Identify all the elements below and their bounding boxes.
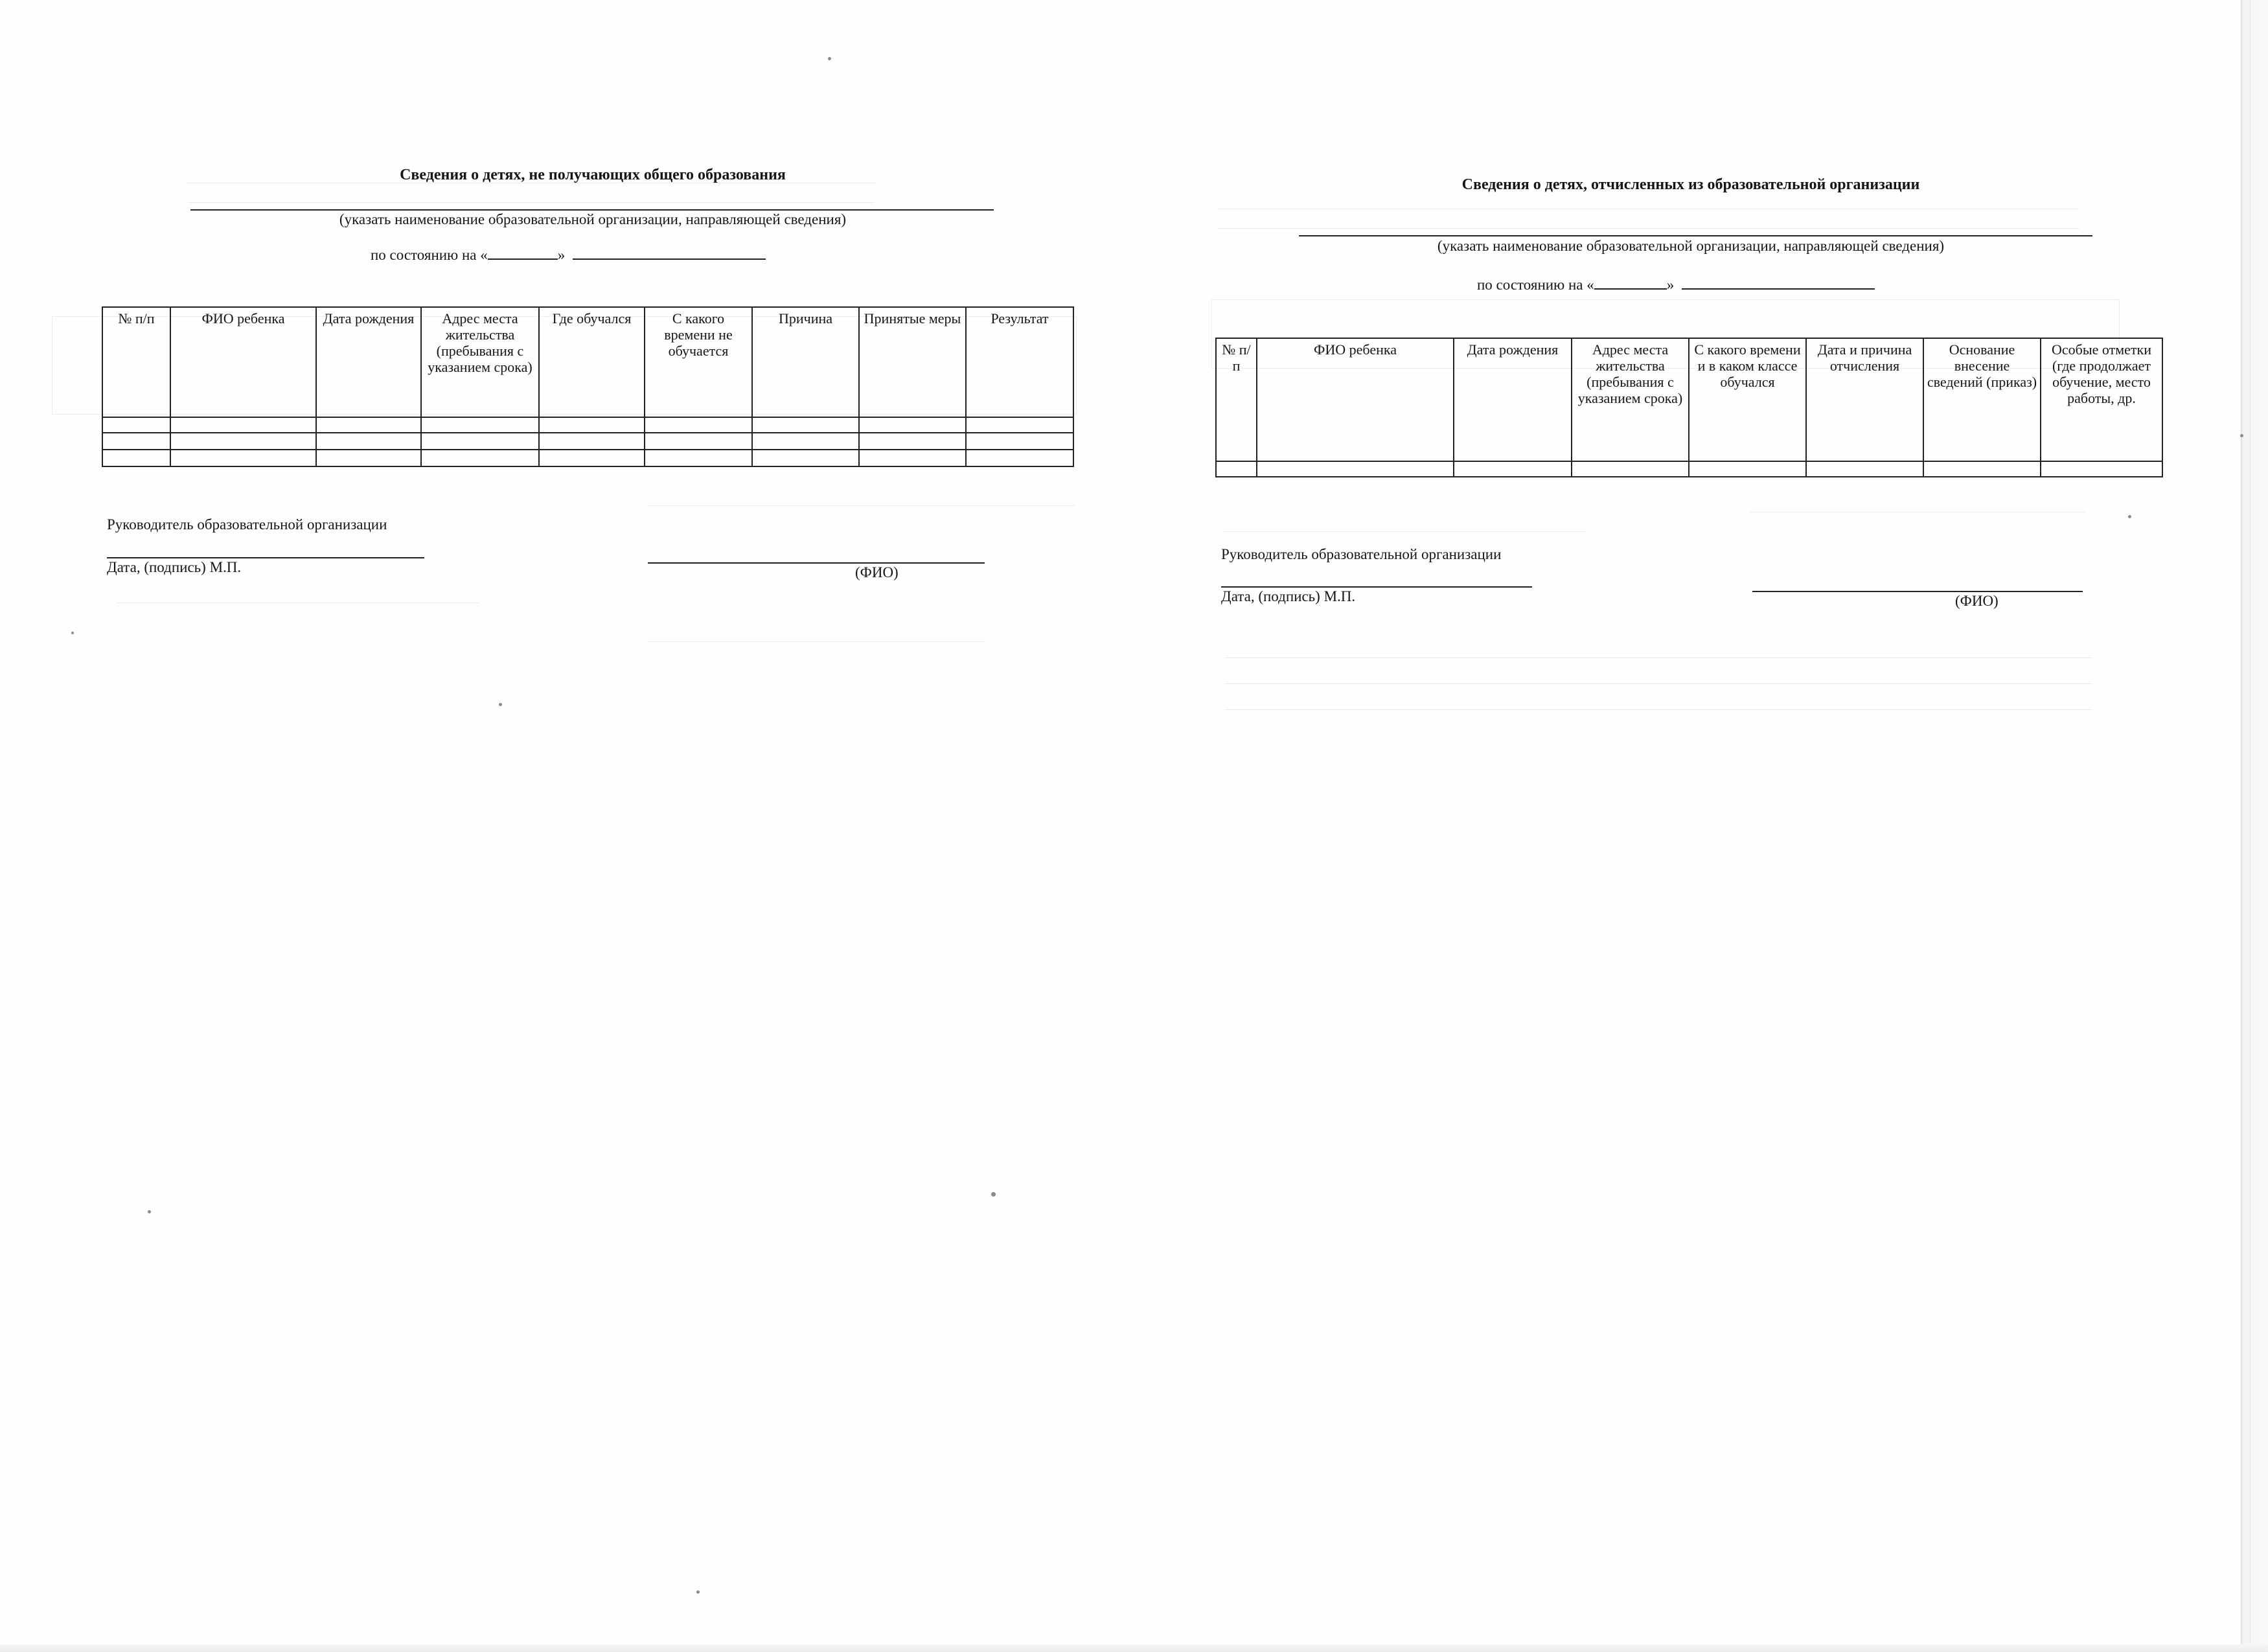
scan-speck xyxy=(2128,515,2131,518)
right-col-class-studied: С какого времени и в каком классе обучался xyxy=(1689,338,1806,461)
table-cell[interactable] xyxy=(859,450,966,466)
left-table-header-row xyxy=(102,307,1073,417)
left-organization-caption: (указать наименование образовательной организации, направляющей сведения) xyxy=(339,211,847,227)
table-cell[interactable] xyxy=(752,417,859,433)
left-col-reason: Причина xyxy=(752,307,859,417)
right-form-title: Сведения о детях, отчисленных из образовательной организации xyxy=(1461,176,1920,193)
left-organization-name-line[interactable] xyxy=(190,209,994,211)
table-cell[interactable] xyxy=(966,417,1073,433)
table-cell[interactable] xyxy=(966,450,1073,466)
table-cell[interactable] xyxy=(1572,461,1689,477)
right-col-special-notes: Особые отметки (где продолжает обучение, место работы, др. xyxy=(2041,338,2162,461)
table-row xyxy=(102,450,1073,466)
scan-speck xyxy=(991,1192,996,1197)
right-date-mid: » xyxy=(1666,277,1675,293)
table-cell[interactable] xyxy=(645,450,752,466)
right-date-prefix: по состоянию на « xyxy=(1477,277,1594,293)
right-col-number: № п/п xyxy=(1216,338,1257,461)
table-cell[interactable] xyxy=(170,450,316,466)
table-cell[interactable] xyxy=(1454,461,1572,477)
left-col-address: Адрес места жительства (пребывания с указанием срока) xyxy=(421,307,539,417)
scan-speck xyxy=(828,57,831,60)
left-col-since-when: С какого времени не обучается xyxy=(645,307,752,417)
table-cell[interactable] xyxy=(316,450,421,466)
bleed-through-line xyxy=(117,602,479,603)
table-cell[interactable] xyxy=(539,450,645,466)
scan-speck xyxy=(71,632,74,634)
table-cell[interactable] xyxy=(645,417,752,433)
table-cell[interactable] xyxy=(170,417,316,433)
table-cell[interactable] xyxy=(752,433,859,450)
left-date-signature-label: Дата, (подпись) М.П. xyxy=(107,559,242,575)
left-date-mid: » xyxy=(557,247,566,263)
table-cell[interactable] xyxy=(1257,461,1454,477)
right-children-table xyxy=(1215,338,2163,477)
table-row xyxy=(102,433,1073,450)
left-date-day-field[interactable] xyxy=(488,246,558,260)
left-head-label: Руководитель образовательной организации xyxy=(107,516,387,533)
paper-edge-bottom xyxy=(0,1644,2268,1652)
bleed-through-line xyxy=(648,505,1075,506)
table-cell[interactable] xyxy=(645,433,752,450)
right-organization-caption: (указать наименование образовательной организации, направляющей сведения) xyxy=(1437,238,1945,254)
right-date-month-year-field[interactable] xyxy=(1682,275,1875,290)
right-date-signature-line[interactable] xyxy=(1221,586,1532,588)
left-report-date xyxy=(371,246,766,264)
table-cell[interactable] xyxy=(1923,461,2041,477)
table-cell[interactable] xyxy=(421,433,539,450)
table-cell[interactable] xyxy=(102,450,170,466)
bleed-through-line xyxy=(188,202,875,203)
left-col-where-studied: Где обучался xyxy=(539,307,645,417)
bleed-through-line xyxy=(1224,531,1587,532)
scan-speck xyxy=(696,1590,700,1594)
right-date-signature-label: Дата, (подпись) М.П. xyxy=(1221,588,1356,604)
left-form-title: Сведения о детях, не получающих общего образования xyxy=(400,166,786,183)
right-col-expulsion-date-reason: Дата и причина отчисления xyxy=(1806,338,1923,461)
paper-edge-right xyxy=(2241,0,2268,1652)
table-cell[interactable] xyxy=(966,433,1073,450)
right-col-basis-order: Основание внесение сведений (приказ) xyxy=(1923,338,2041,461)
table-cell[interactable] xyxy=(316,433,421,450)
right-full-name-label: (ФИО) xyxy=(1955,593,1999,609)
table-row xyxy=(1216,461,2162,477)
right-col-address: Адрес места жительства (пребывания с указанием срока) xyxy=(1572,338,1689,461)
left-col-full-name: ФИО ребенка xyxy=(170,307,316,417)
table-cell[interactable] xyxy=(102,433,170,450)
table-cell[interactable] xyxy=(1216,461,1257,477)
left-full-name-line[interactable] xyxy=(648,562,985,564)
table-cell[interactable] xyxy=(1806,461,1923,477)
table-cell[interactable] xyxy=(170,433,316,450)
table-cell[interactable] xyxy=(421,450,539,466)
table-cell[interactable] xyxy=(421,417,539,433)
table-cell[interactable] xyxy=(102,417,170,433)
bleed-through-line xyxy=(1224,683,2092,684)
table-cell[interactable] xyxy=(539,433,645,450)
right-report-date xyxy=(1477,275,1875,293)
left-col-result: Результат xyxy=(966,307,1073,417)
table-row xyxy=(102,417,1073,433)
left-date-prefix: по состоянию на « xyxy=(371,247,488,263)
table-cell[interactable] xyxy=(2041,461,2162,477)
left-date-signature-line[interactable] xyxy=(107,557,424,558)
left-children-table xyxy=(102,306,1074,467)
right-col-full-name: ФИО ребенка xyxy=(1257,338,1454,461)
right-organization-name-line[interactable] xyxy=(1299,235,2092,236)
bleed-through-line xyxy=(1224,709,2092,710)
table-cell[interactable] xyxy=(859,433,966,450)
table-cell[interactable] xyxy=(752,450,859,466)
left-col-birth-date: Дата рождения xyxy=(316,307,421,417)
table-cell[interactable] xyxy=(539,417,645,433)
bleed-through-line xyxy=(1218,228,2079,229)
bleed-through-line xyxy=(648,641,985,642)
table-cell[interactable] xyxy=(1689,461,1806,477)
left-full-name-label: (ФИО) xyxy=(855,564,899,580)
left-date-month-year-field[interactable] xyxy=(573,246,766,260)
scan-speck xyxy=(499,703,502,706)
left-col-measures: Принятые меры xyxy=(859,307,966,417)
right-head-label: Руководитель образовательной организации xyxy=(1221,546,1502,562)
right-table-header-row xyxy=(1216,338,2162,461)
table-cell[interactable] xyxy=(859,417,966,433)
table-cell[interactable] xyxy=(316,417,421,433)
left-col-number: № п/п xyxy=(102,307,170,417)
scan-speck xyxy=(2240,434,2243,437)
right-full-name-line[interactable] xyxy=(1752,591,2083,592)
scan-speck xyxy=(148,1210,151,1213)
right-date-day-field[interactable] xyxy=(1594,275,1667,290)
right-col-birth-date: Дата рождения xyxy=(1454,338,1572,461)
